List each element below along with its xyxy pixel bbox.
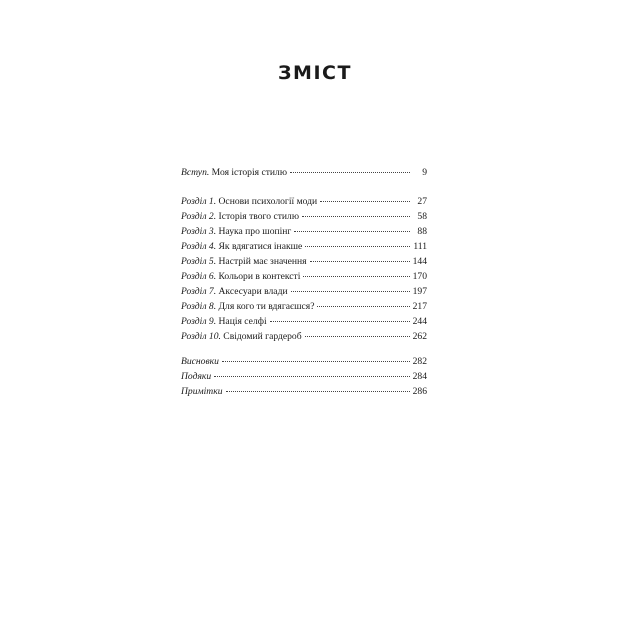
toc-entry-title: Нація селфі xyxy=(216,316,267,327)
toc-entry-label xyxy=(181,354,219,369)
toc-entry-label xyxy=(181,194,317,209)
toc-entry-prefix: Розділ 2. xyxy=(181,211,217,222)
dot-leader xyxy=(214,376,409,377)
toc-page-number: 111 xyxy=(413,241,427,252)
toc-entry xyxy=(181,209,427,224)
toc-entry-label xyxy=(181,224,291,239)
toc-entry-label xyxy=(181,369,211,384)
page-title: ЗМІСТ xyxy=(278,62,352,84)
toc-entry xyxy=(181,329,427,344)
toc-group-back-matter xyxy=(181,354,427,399)
toc-entry-prefix: Розділ 8. xyxy=(181,301,217,312)
toc-page-number: 282 xyxy=(412,356,427,367)
toc-entry-title: Кольори в контексті xyxy=(216,271,301,282)
dot-leader xyxy=(302,216,410,217)
toc-entry xyxy=(181,194,427,209)
dot-leader xyxy=(310,261,410,262)
toc-entry-prefix: Розділ 3. xyxy=(181,226,217,237)
dot-leader xyxy=(317,306,409,307)
toc-entry xyxy=(181,269,427,284)
toc-entry-label xyxy=(181,239,302,254)
toc-entry-title: Основи психології моди xyxy=(216,196,318,207)
dot-leader xyxy=(290,172,410,173)
toc-entry-label xyxy=(181,165,287,180)
toc-page-number: 286 xyxy=(412,386,427,397)
toc-page-number: 58 xyxy=(417,211,427,222)
toc-page-number: 217 xyxy=(412,301,427,312)
toc-entry xyxy=(181,284,427,299)
toc-entry-label xyxy=(181,284,288,299)
toc-entry-prefix: Розділ 1. xyxy=(181,196,217,207)
dot-leader xyxy=(291,291,410,292)
toc-entry-label xyxy=(181,314,267,329)
toc-entry xyxy=(181,224,427,239)
toc-entry-title: Моя історія стилю xyxy=(209,167,287,178)
dot-leader xyxy=(294,231,410,232)
toc-entry xyxy=(181,254,427,269)
toc-entry xyxy=(181,354,427,369)
toc-entry-label xyxy=(181,299,314,314)
toc-entry-title: Для кого ти вдягаєшся? xyxy=(216,301,315,312)
dot-leader xyxy=(270,321,410,322)
toc-page-number: 197 xyxy=(412,286,427,297)
toc-entry xyxy=(181,369,427,384)
toc-entry-title: Аксесуари влади xyxy=(216,286,288,297)
dot-leader xyxy=(222,361,410,362)
toc-entry-title: Настрій має значення xyxy=(216,256,307,267)
dot-leader xyxy=(303,276,409,277)
toc-entry-prefix: Розділ 10. xyxy=(181,331,221,342)
dot-leader xyxy=(305,336,410,337)
toc-entry xyxy=(181,384,427,399)
toc-page-number: 88 xyxy=(417,226,427,237)
toc-entry-label xyxy=(181,384,223,399)
toc-entry xyxy=(181,314,427,329)
toc-entry-label xyxy=(181,254,307,269)
toc-entry-prefix: Розділ 5. xyxy=(181,256,217,267)
toc-group-intro xyxy=(181,165,427,180)
toc-entry-title: Як вдягатися інакше xyxy=(216,241,303,252)
toc-entry-prefix: Примітки xyxy=(181,386,223,397)
toc-group-chapters xyxy=(181,194,427,344)
dot-leader xyxy=(226,391,410,392)
toc-entry-label xyxy=(181,329,302,344)
dot-leader xyxy=(305,246,410,247)
toc-entry-title: Історія твого стилю xyxy=(216,211,299,222)
toc-entry-prefix: Подяки xyxy=(181,371,212,382)
toc-entry-prefix: Розділ 7. xyxy=(181,286,217,297)
toc-page-number: 284 xyxy=(412,371,427,382)
toc-page-number: 244 xyxy=(412,316,427,327)
toc-entry xyxy=(181,299,427,314)
toc-entry-prefix: Розділ 6. xyxy=(181,271,217,282)
toc-page-number: 144 xyxy=(412,256,427,267)
toc-page-number: 262 xyxy=(412,331,427,342)
toc-entry xyxy=(181,165,427,180)
toc-entry xyxy=(181,239,427,254)
toc-entry-label xyxy=(181,269,300,284)
toc-entry-prefix: Розділ 4. xyxy=(181,241,217,252)
toc-entry-label xyxy=(181,209,299,224)
toc-entry-prefix: Висновки xyxy=(181,356,219,367)
toc-entry-title: Наука про шопінг xyxy=(216,226,292,237)
toc-page-number: 9 xyxy=(422,167,427,178)
toc-entry-title: Свідомий гардероб xyxy=(220,331,302,342)
toc-page-number: 170 xyxy=(412,271,427,282)
toc-entry-prefix: Вступ. xyxy=(181,167,210,178)
toc-page-number: 27 xyxy=(417,196,427,207)
toc-entry-prefix: Розділ 9. xyxy=(181,316,217,327)
dot-leader xyxy=(320,201,410,202)
